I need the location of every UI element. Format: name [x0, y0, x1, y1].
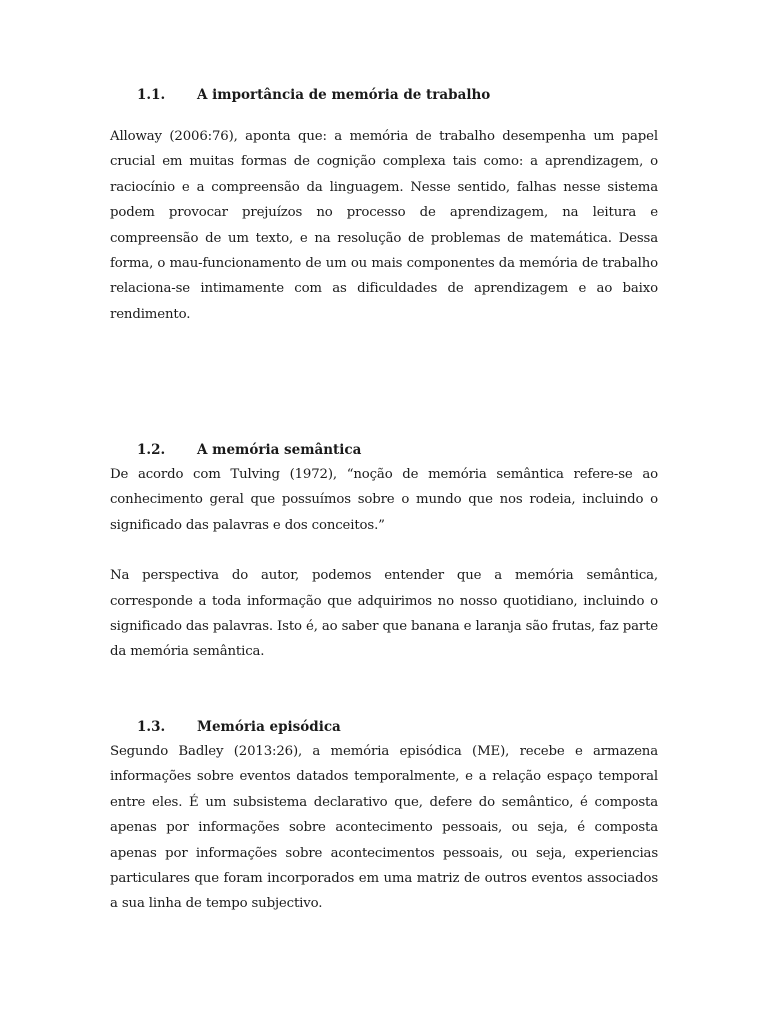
paragraph: De acordo com Tulving (1972), “noção de memória semântica refere-se ao conhecimento geral que possuímos sobre o mundo que nos rodeia, incluindo o significado das palavras e dos conceitos.” — [110, 467, 658, 533]
section-number: 1.1. — [137, 87, 166, 103]
paragraph: Segundo Badley (2013:26), a memória episódica (ME), recebe e armazena informações sobre eventos datados temporalmente, e a relação espaço temporal entre eles. É um subsistema declarativo que, defere do semântico, é composta apenas por informações sobre acontecimento pessoais, ou seja, é composta apenas por informações sobre acontecimentos pessoais, ou seja, experiencias particulares que foram incorporados em uma matriz de outros eventos associados a sua linha de tempo subjectivo. — [110, 744, 658, 912]
section-1-1 — [110, 86, 658, 327]
section-number: 1.3. — [137, 719, 166, 735]
section-title: A memória semântica — [197, 442, 362, 458]
section-1-2 — [110, 441, 658, 665]
paragraph: Na perspectiva do autor, podemos entender que a memória semântica, corresponde a toda informação que adquirimos no nosso quotidiano, incluindo o significado das palavras. Isto é, ao saber que banana e laranja são frutas, faz parte da memória semântica. — [110, 568, 658, 660]
section-1-3 — [110, 718, 658, 917]
section-title: A importância de memória de trabalho — [197, 87, 491, 103]
section-heading — [110, 441, 658, 459]
section-title: Memória episódica — [197, 719, 341, 735]
section-number: 1.2. — [137, 442, 166, 458]
section-heading — [110, 718, 658, 736]
section-heading — [110, 86, 658, 104]
paragraph: Alloway (2006:76), aponta que: a memória de trabalho desempenha um papel crucial em muitas formas de cognição complexa tais como: a aprendizagem, o raciocínio e a compreensão da linguagem. Nesse sentido, falhas nesse sistema podem provocar prejuízos no processo de aprendizagem, na leitura e compreensão de um texto, e na resolução de problemas de matemática. Dessa forma, o mau-funcionamento de um ou mais componentes da memória de trabalho relaciona-se intimamente com as dificuldades de aprendizagem e ao baixo rendimento. — [110, 129, 658, 322]
